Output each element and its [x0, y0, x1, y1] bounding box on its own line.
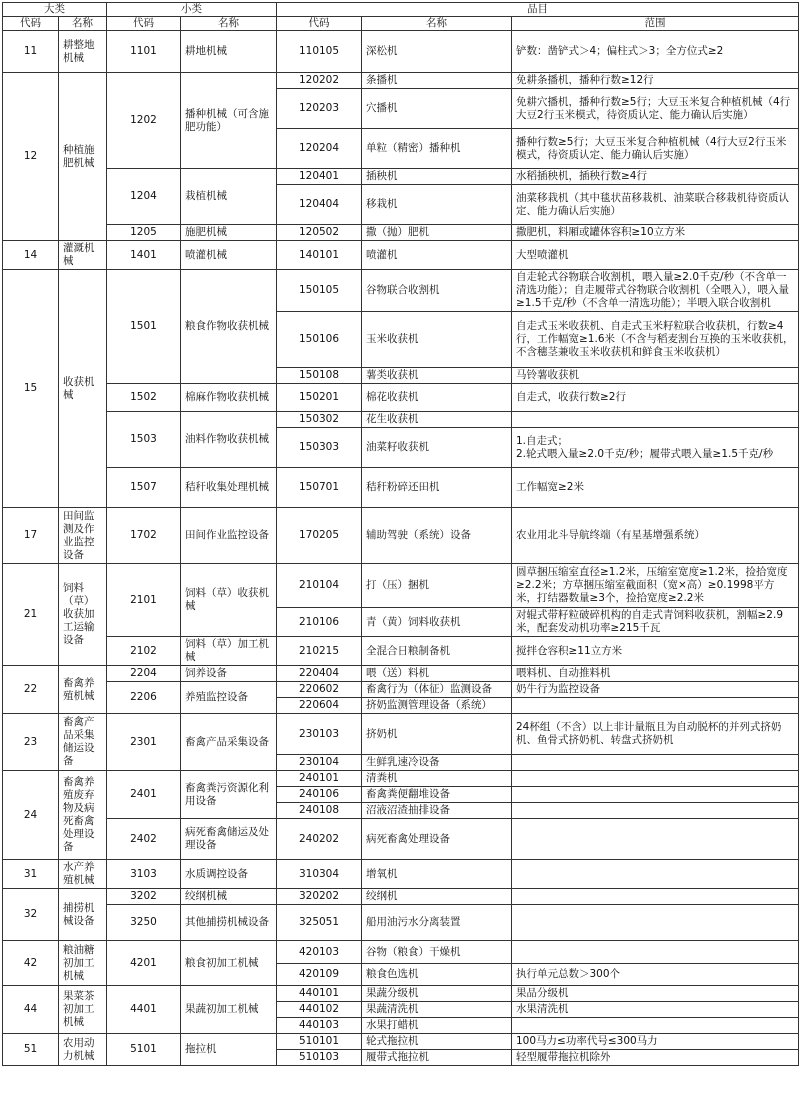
- item-scope: [512, 787, 799, 803]
- item-name: 轮式拖拉机: [362, 1034, 512, 1050]
- minor-name: 水质调控设备: [181, 860, 277, 889]
- item-code: 325051: [277, 905, 362, 941]
- item-scope: [512, 412, 799, 428]
- table-row: [3, 771, 799, 787]
- minor-name: 饲料（草）加工机械: [181, 637, 277, 666]
- item-name: 沼液沼渣抽排设备: [362, 803, 512, 819]
- item-code: 510103: [277, 1050, 362, 1066]
- item-code: 140101: [277, 241, 362, 270]
- minor-name: 绞纲机械: [181, 889, 277, 905]
- table-row: [3, 819, 799, 860]
- item-code: 210106: [277, 608, 362, 637]
- item-code: 150105: [277, 270, 362, 312]
- item-code: 220604: [277, 698, 362, 714]
- item-scope: [512, 803, 799, 819]
- item-code: 120203: [277, 89, 362, 129]
- header-group-row: [3, 3, 799, 17]
- item-name: 插秧机: [362, 169, 512, 185]
- table-row: [3, 270, 799, 312]
- item-scope: [512, 905, 799, 941]
- minor-name: 施肥机械: [181, 225, 277, 241]
- minor-name: 饲养设备: [181, 666, 277, 682]
- item-scope: 撒肥机，料厢或罐体容积≥10立方米: [512, 225, 799, 241]
- header-major-code: 代码: [3, 17, 59, 31]
- major-code: 21: [3, 564, 59, 666]
- table-row: [3, 860, 799, 889]
- minor-name: 畜禽粪污资源化利用设备: [181, 771, 277, 819]
- item-name: 青（黄）饲料收获机: [362, 608, 512, 637]
- major-code: 11: [3, 31, 59, 73]
- minor-name: 畜禽产品采集设备: [181, 714, 277, 771]
- item-code: 420103: [277, 941, 362, 964]
- item-name: 船用油污水分离装置: [362, 905, 512, 941]
- item-name: 挤奶机: [362, 714, 512, 755]
- item-scope: 喂料机、自动推料机: [512, 666, 799, 682]
- item-scope: 马铃薯收获机: [512, 368, 799, 384]
- header-item-category: 品目: [277, 3, 799, 17]
- table-row: [3, 637, 799, 666]
- item-code: 230104: [277, 755, 362, 771]
- item-scope: 自走式玉米收获机、自走式玉米籽粒联合收获机，行数≥4行，工作幅宽≥1.6米（不含与稻麦割台互换的玉米收获机，不含穗茎兼收玉米收获机和鲜食玉米收获机）: [512, 312, 799, 368]
- minor-code: 2102: [107, 637, 181, 666]
- major-code: 42: [3, 941, 59, 986]
- item-code: 110105: [277, 31, 362, 73]
- item-name: 喷灌机: [362, 241, 512, 270]
- item-name: 绞纲机: [362, 889, 512, 905]
- item-code: 440103: [277, 1018, 362, 1034]
- item-name: 深松机: [362, 31, 512, 73]
- item-code: 310304: [277, 860, 362, 889]
- header-major-category: 大类: [3, 3, 107, 17]
- minor-code: 1507: [107, 468, 181, 508]
- header-minor-code: 代码: [107, 17, 181, 31]
- item-name: 打（压）捆机: [362, 564, 512, 608]
- item-scope: 农业用北斗导航终端（有星基增强系统）: [512, 508, 799, 564]
- item-name: 病死畜禽处理设备: [362, 819, 512, 860]
- minor-code: 4401: [107, 986, 181, 1034]
- major-name: 粮油糖初加工机械: [59, 941, 107, 986]
- item-name: 生鲜乳速冷设备: [362, 755, 512, 771]
- item-scope: [512, 698, 799, 714]
- table-row: [3, 666, 799, 682]
- major-name: 畜禽养殖废弃物及病死畜禽处理设备: [59, 771, 107, 860]
- major-code: 22: [3, 666, 59, 714]
- item-scope: 100马力≤功率代号≤300马力: [512, 1034, 799, 1050]
- table-row: [3, 682, 799, 698]
- item-code: 440102: [277, 1002, 362, 1018]
- minor-name: 栽植机械: [181, 169, 277, 225]
- minor-name: 棉麻作物收获机械: [181, 384, 277, 412]
- item-scope: 24杯组（不含）以上非计量瓶且为自动脱杯的并列式挤奶机、鱼骨式挤奶机、转盘式挤奶机: [512, 714, 799, 755]
- minor-name: 养殖监控设备: [181, 682, 277, 714]
- header-item-name: 名称: [362, 17, 512, 31]
- major-name: 畜禽产品采集储运设备: [59, 714, 107, 771]
- major-name: 耕整地机械: [59, 31, 107, 73]
- table-row: [3, 564, 799, 608]
- minor-code: 2401: [107, 771, 181, 819]
- item-name: 全混合日粮制备机: [362, 637, 512, 666]
- major-name: 饲料（草）收获加工运输设备: [59, 564, 107, 666]
- minor-code: 2206: [107, 682, 181, 714]
- item-scope: [512, 889, 799, 905]
- table-body: [3, 31, 799, 1066]
- item-scope: [512, 941, 799, 964]
- item-scope: 自走式，收获行数≥2行: [512, 384, 799, 412]
- header-minor-category: 小类: [107, 3, 277, 17]
- minor-code: 3202: [107, 889, 181, 905]
- table-row: [3, 889, 799, 905]
- item-code: 220404: [277, 666, 362, 682]
- major-code: 32: [3, 889, 59, 941]
- minor-code: 1502: [107, 384, 181, 412]
- major-name: 畜禽养殖机械: [59, 666, 107, 714]
- item-code: 150701: [277, 468, 362, 508]
- table-row: [3, 941, 799, 964]
- minor-name: 果蔬初加工机械: [181, 986, 277, 1034]
- minor-name: 饲料（草）收获机械: [181, 564, 277, 637]
- minor-name: 粮食初加工机械: [181, 941, 277, 986]
- table-row: [3, 986, 799, 1002]
- major-name: 收获机械: [59, 270, 107, 508]
- item-name: 花生收获机: [362, 412, 512, 428]
- item-scope: 水果清洗机: [512, 1002, 799, 1018]
- major-code: 15: [3, 270, 59, 508]
- item-code: 150108: [277, 368, 362, 384]
- header-column-row: [3, 17, 799, 31]
- item-name: 果蔬分级机: [362, 986, 512, 1002]
- item-scope: 播种行数≥5行；大豆玉米复合种植机械（4行大豆2行玉米模式，待资质认定、能力确认后实施）: [512, 129, 799, 169]
- item-name: 果蔬清洗机: [362, 1002, 512, 1018]
- minor-code: 2301: [107, 714, 181, 771]
- item-scope: 1.自走式； 2.轮式喂入量≥2.0千克/秒；履带式喂入量≥1.5千克/秒: [512, 428, 799, 468]
- item-code: 150201: [277, 384, 362, 412]
- major-code: 14: [3, 241, 59, 270]
- header-minor-name: 名称: [181, 17, 277, 31]
- item-name: 畜禽粪便翻堆设备: [362, 787, 512, 803]
- minor-code: 1702: [107, 508, 181, 564]
- item-code: 230103: [277, 714, 362, 755]
- item-scope: 铲数：凿铲式＞4；偏柱式＞3；全方位式≥2: [512, 31, 799, 73]
- item-scope: 大型喷灌机: [512, 241, 799, 270]
- minor-code: 3103: [107, 860, 181, 889]
- minor-code: 1101: [107, 31, 181, 73]
- item-name: 谷物联合收割机: [362, 270, 512, 312]
- table-row: [3, 169, 799, 185]
- item-name: 水果打蜡机: [362, 1018, 512, 1034]
- item-code: 240106: [277, 787, 362, 803]
- item-scope: 自走轮式谷物联合收割机，喂入量≥2.0千克/秒（不含单一清选功能）；自走履带式谷物联合收割机（全喂入），喂入量≥1.5千克/秒（不含单一清选功能）；半喂入联合收割机: [512, 270, 799, 312]
- item-code: 440101: [277, 986, 362, 1002]
- item-code: 220602: [277, 682, 362, 698]
- item-code: 240108: [277, 803, 362, 819]
- table-row: [3, 31, 799, 73]
- header-item-scope: 范围: [512, 17, 799, 31]
- major-code: 23: [3, 714, 59, 771]
- item-name: 穴播机: [362, 89, 512, 129]
- major-code: 24: [3, 771, 59, 860]
- item-code: 170205: [277, 508, 362, 564]
- item-scope: [512, 1018, 799, 1034]
- table-row: [3, 241, 799, 270]
- minor-code: 1503: [107, 412, 181, 468]
- item-code: 510101: [277, 1034, 362, 1050]
- minor-name: 田间作业监控设备: [181, 508, 277, 564]
- item-code: 320202: [277, 889, 362, 905]
- item-code: 150302: [277, 412, 362, 428]
- item-code: 120404: [277, 185, 362, 225]
- minor-name: 喷灌机械: [181, 241, 277, 270]
- item-name: 粮食色选机: [362, 964, 512, 986]
- item-code: 120204: [277, 129, 362, 169]
- table-row: [3, 468, 799, 508]
- major-name: 灌溉机械: [59, 241, 107, 270]
- minor-code: 1202: [107, 73, 181, 169]
- item-scope: 工作幅宽≥2米: [512, 468, 799, 508]
- table-row: [3, 905, 799, 941]
- minor-name: 病死畜禽储运及处理设备: [181, 819, 277, 860]
- table-row: [3, 225, 799, 241]
- item-scope: [512, 771, 799, 787]
- minor-code: 2204: [107, 666, 181, 682]
- header-item-code: 代码: [277, 17, 362, 31]
- minor-name: 耕地机械: [181, 31, 277, 73]
- minor-name: 粮食作物收获机械: [181, 270, 277, 384]
- item-scope: 免耕穴播机，播种行数≥5行；大豆玉米复合种植机械（4行大豆2行玉米模式，待资质认定、能力确认后实施）: [512, 89, 799, 129]
- minor-code: 4201: [107, 941, 181, 986]
- header-major-name: 名称: [59, 17, 107, 31]
- item-name: 秸秆粉碎还田机: [362, 468, 512, 508]
- major-name: 捕捞机械设备: [59, 889, 107, 941]
- item-scope: 圆草捆压缩室直径≥1.2米，压缩室宽度≥1.2米，捡拾宽度≥2.2米；方草捆压缩室截面积（宽×高）≥0.1998平方米，打结器数量≥3个，捡拾宽度≥2.2米: [512, 564, 799, 608]
- item-name: 辅助驾驶（系统）设备: [362, 508, 512, 564]
- major-name: 果菜茶初加工机械: [59, 986, 107, 1034]
- item-code: 240202: [277, 819, 362, 860]
- item-name: 喂（送）料机: [362, 666, 512, 682]
- item-code: 210104: [277, 564, 362, 608]
- major-name: 水产养殖机械: [59, 860, 107, 889]
- minor-code: 1204: [107, 169, 181, 225]
- minor-code: 2101: [107, 564, 181, 637]
- minor-name: 拖拉机: [181, 1034, 277, 1066]
- major-name: 农用动力机械: [59, 1034, 107, 1066]
- item-code: 120202: [277, 73, 362, 89]
- table-row: [3, 412, 799, 428]
- item-name: 谷物（粮食）干燥机: [362, 941, 512, 964]
- item-scope: 奶牛行为监控设备: [512, 682, 799, 698]
- item-scope: [512, 860, 799, 889]
- item-name: 挤奶监测管理设备（系统）: [362, 698, 512, 714]
- table-row: [3, 73, 799, 89]
- major-code: 51: [3, 1034, 59, 1066]
- item-name: 棉花收获机: [362, 384, 512, 412]
- table-row: [3, 508, 799, 564]
- item-code: 120502: [277, 225, 362, 241]
- item-code: 240101: [277, 771, 362, 787]
- item-name: 履带式拖拉机: [362, 1050, 512, 1066]
- item-name: 玉米收获机: [362, 312, 512, 368]
- major-code: 17: [3, 508, 59, 564]
- item-code: 150303: [277, 428, 362, 468]
- item-code: 120401: [277, 169, 362, 185]
- item-name: 单粒（精密）播种机: [362, 129, 512, 169]
- minor-name: 其他捕捞机械设备: [181, 905, 277, 941]
- minor-code: 1501: [107, 270, 181, 384]
- item-code: 210215: [277, 637, 362, 666]
- item-scope: 对辊式带籽粒破碎机构的自走式青饲料收获机，割幅≥2.9米，配套发动机功率≥215千瓦: [512, 608, 799, 637]
- major-name: 种植施肥机械: [59, 73, 107, 241]
- item-scope: [512, 819, 799, 860]
- major-code: 12: [3, 73, 59, 241]
- item-scope: 水稻插秧机，插秧行数≥4行: [512, 169, 799, 185]
- item-scope: [512, 755, 799, 771]
- item-code: 150106: [277, 312, 362, 368]
- item-scope: 免耕条播机，播种行数≥12行: [512, 73, 799, 89]
- table-row: [3, 714, 799, 755]
- item-name: 移栽机: [362, 185, 512, 225]
- item-scope: 油菜移栽机（其中毯状苗移栽机、油菜联合移栽机待资质认定、能力确认后实施）: [512, 185, 799, 225]
- minor-name: 油料作物收获机械: [181, 412, 277, 468]
- item-name: 条播机: [362, 73, 512, 89]
- major-name: 田间监测及作业监控设备: [59, 508, 107, 564]
- item-name: 清粪机: [362, 771, 512, 787]
- item-name: 增氧机: [362, 860, 512, 889]
- item-scope: 轻型履带拖拉机除外: [512, 1050, 799, 1066]
- major-code: 31: [3, 860, 59, 889]
- minor-code: 3250: [107, 905, 181, 941]
- subsidy-catalog-table: [2, 2, 799, 1066]
- major-code: 44: [3, 986, 59, 1034]
- minor-code: 1401: [107, 241, 181, 270]
- item-name: 畜禽行为（体征）监测设备: [362, 682, 512, 698]
- item-name: 薯类收获机: [362, 368, 512, 384]
- minor-code: 1205: [107, 225, 181, 241]
- item-name: 撒（抛）肥机: [362, 225, 512, 241]
- minor-code: 5101: [107, 1034, 181, 1066]
- minor-name: 秸秆收集处理机械: [181, 468, 277, 508]
- item-scope: 执行单元总数＞300个: [512, 964, 799, 986]
- minor-code: 2402: [107, 819, 181, 860]
- item-scope: 果品分级机: [512, 986, 799, 1002]
- item-scope: 搅拌仓容积≥11立方米: [512, 637, 799, 666]
- item-name: 油菜籽收获机: [362, 428, 512, 468]
- table-row: [3, 1034, 799, 1050]
- minor-name: 播种机械（可含施肥功能）: [181, 73, 277, 169]
- item-code: 420109: [277, 964, 362, 986]
- table-row: [3, 384, 799, 412]
